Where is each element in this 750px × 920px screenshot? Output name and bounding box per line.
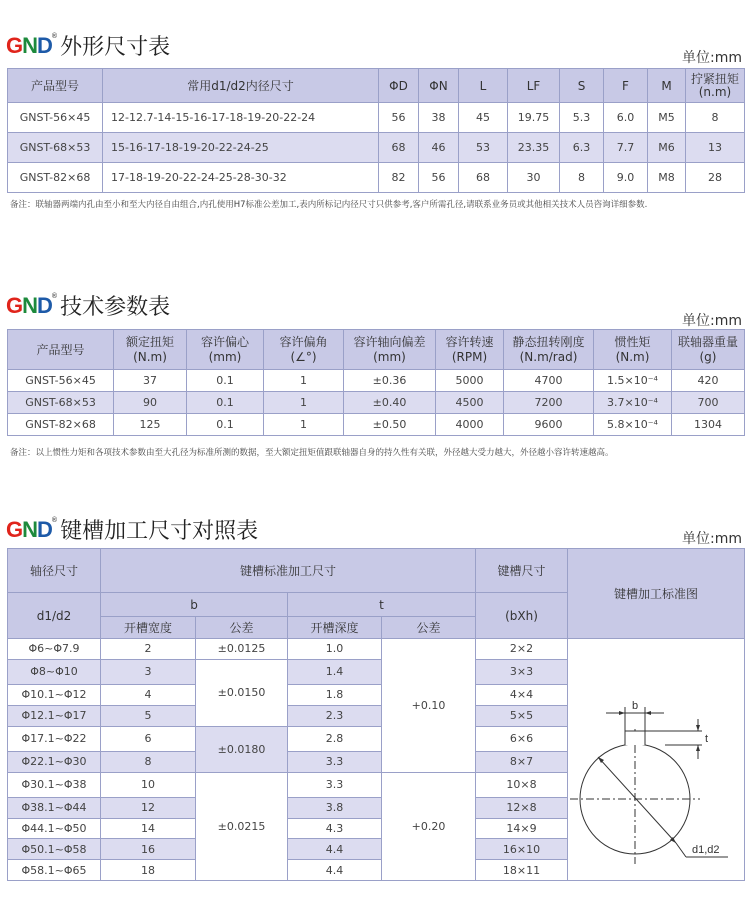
cell: M5 — [648, 103, 686, 133]
t-tolerance: +0.20 — [382, 772, 476, 880]
cell: 10 — [101, 772, 196, 797]
header-model: 产品型号 — [8, 330, 114, 370]
cell: 56 — [379, 103, 419, 133]
cell: 2.8 — [288, 726, 382, 751]
keyway-table — [7, 548, 745, 881]
cell: GNST-82×68 — [8, 414, 114, 436]
section2-note: 备注：以上惯性力矩和各项技术参数由至大孔径为标准所测的数据，至大额定扭矩值跟联轴器自身的持久性有关联，外径越大受力越大，外径越小容许转速越高。 — [10, 448, 614, 458]
cell: 5.3 — [560, 103, 604, 133]
cell: Φ44.1~Φ50 — [8, 818, 101, 839]
cell: 1.0 — [288, 639, 382, 660]
cell: 0.1 — [187, 414, 264, 436]
header-width: 开槽宽度 — [101, 617, 196, 639]
cell: 12×8 — [476, 797, 568, 818]
keyway-header-row-1 — [8, 549, 745, 593]
cell: 19.75 — [508, 103, 560, 133]
t-tolerance: +0.10 — [382, 639, 476, 773]
b-arrow-right — [645, 711, 651, 715]
section1-unit: 单位:mm — [682, 50, 742, 66]
section1-title-text: 外形尺寸表 — [60, 35, 171, 60]
header-eccentric: 容许偏心 (mm) — [187, 330, 264, 370]
section2-title — [6, 290, 170, 321]
cell: 17-18-19-20-22-24-25-28-30-32 — [103, 163, 379, 193]
cell: ±0.36 — [344, 370, 436, 392]
gnd-logo: GND® — [6, 516, 57, 542]
tech-header-row — [8, 330, 745, 370]
header-torque: 拧紧扭矩 (n.m) — [686, 69, 745, 103]
cell: 0.1 — [187, 370, 264, 392]
header-diagram: 键槽加工标准图 — [568, 549, 745, 639]
cell: Φ6~Φ7.9 — [8, 639, 101, 660]
cell: 1.8 — [288, 685, 382, 706]
cell: 3 — [101, 659, 196, 684]
diameter-leader — [676, 843, 686, 857]
cell: 8 — [686, 103, 745, 133]
section3-title-text: 键槽加工尺寸对照表 — [60, 519, 259, 544]
table-row — [8, 639, 745, 660]
cell: 1.5×10⁻⁴ — [594, 370, 672, 392]
cell: GNST-68×53 — [8, 392, 114, 414]
b-tolerance: ±0.0180 — [196, 726, 288, 772]
header-bore: 常用d1/d2内径尺寸 — [103, 69, 379, 103]
cell: ±0.50 — [344, 414, 436, 436]
keyway-diagram-cell — [568, 639, 745, 881]
header-axial: 容许轴向偏差 (mm) — [344, 330, 436, 370]
cell: 8×7 — [476, 751, 568, 772]
header-key: 键槽尺寸 — [476, 549, 568, 593]
b-tolerance: ±0.0125 — [196, 639, 288, 660]
cell: 2×2 — [476, 639, 568, 660]
header-speed: 容许转速 (RPM) — [436, 330, 504, 370]
cell: 8 — [560, 163, 604, 193]
cell: 1 — [264, 392, 344, 414]
dimensions-header-row — [8, 69, 745, 103]
cell: 12-12.7-14-15-16-17-18-19-20-22-24 — [103, 103, 379, 133]
cell: 0.1 — [187, 392, 264, 414]
section2-title-text: 技术参数表 — [60, 295, 171, 320]
cell: 82 — [379, 163, 419, 193]
label-b: b — [632, 700, 639, 712]
cell: Φ30.1~Φ38 — [8, 772, 101, 797]
cell: 6×6 — [476, 726, 568, 751]
header-std: 键槽标准加工尺寸 — [101, 549, 476, 593]
keyway-diagram — [568, 639, 744, 877]
cell: Φ17.1~Φ22 — [8, 726, 101, 751]
table-row — [8, 392, 745, 414]
cell: M6 — [648, 133, 686, 163]
gnd-logo: GND® — [6, 32, 57, 58]
label-d: d1,d2 — [692, 844, 720, 856]
cell: 56 — [419, 163, 459, 193]
cell: 14 — [101, 818, 196, 839]
b-tolerance: ±0.0215 — [196, 772, 288, 880]
cell: 3.3 — [288, 751, 382, 772]
cell: 1 — [264, 370, 344, 392]
cell: 8 — [101, 751, 196, 772]
cell: 3×3 — [476, 659, 568, 684]
cell: 3.3 — [288, 772, 382, 797]
cell: 16 — [101, 839, 196, 860]
section3-unit: 单位:mm — [682, 531, 742, 547]
gnd-logo: GND® — [6, 292, 57, 318]
header-angle: 容许偏角 (∠°) — [264, 330, 344, 370]
cell: GNST-68×53 — [8, 133, 103, 163]
cell: 5 — [101, 705, 196, 726]
cell: 18×11 — [476, 860, 568, 881]
cell: 5000 — [436, 370, 504, 392]
cell: 5×5 — [476, 705, 568, 726]
table-row — [8, 414, 745, 436]
cell: Φ8~Φ10 — [8, 659, 101, 684]
cell: 6.3 — [560, 133, 604, 163]
header-f: F — [604, 69, 648, 103]
cell: 9.0 — [604, 163, 648, 193]
b-arrow-left — [619, 711, 625, 715]
header-tol2: 公差 — [382, 617, 476, 639]
cell: 2.3 — [288, 705, 382, 726]
cell: 3.8 — [288, 797, 382, 818]
section1-note: 备注：联轴器两端内孔由至小和至大内径自由组合,内孔使用H7标准公差加工,表内所标记内径尺寸只供参考,客户所需孔径,请联系业务员或其他相关技术人员咨询详细参数. — [10, 200, 648, 210]
header-l: L — [459, 69, 508, 103]
cell: 30 — [508, 163, 560, 193]
cell: ±0.40 — [344, 392, 436, 414]
header-inertia: 惯性矩 (N.m) — [594, 330, 672, 370]
section2-unit: 单位:mm — [682, 313, 742, 329]
header-od: ΦD — [379, 69, 419, 103]
cell: 7.7 — [604, 133, 648, 163]
cell: M8 — [648, 163, 686, 193]
label-t: t — [705, 733, 709, 745]
cell: 28 — [686, 163, 745, 193]
cell: GNST-56×45 — [8, 370, 114, 392]
header-shaft: 轴径尺寸 — [8, 549, 101, 593]
cell: 37 — [114, 370, 187, 392]
cell: 1304 — [672, 414, 745, 436]
header-d: d1/d2 — [8, 593, 101, 639]
header-weight: 联轴器重量 (g) — [672, 330, 745, 370]
section1-title — [6, 30, 170, 61]
cell: 1.4 — [288, 659, 382, 684]
cell: 46 — [419, 133, 459, 163]
header-b: b — [101, 593, 288, 617]
cell: 4700 — [504, 370, 594, 392]
cell: Φ50.1~Φ58 — [8, 839, 101, 860]
cell: 7200 — [504, 392, 594, 414]
table-row — [8, 133, 745, 163]
cell: 10×8 — [476, 772, 568, 797]
cell: 6 — [101, 726, 196, 751]
t-arrow-bottom — [696, 745, 700, 751]
cell: 14×9 — [476, 818, 568, 839]
t-arrow-top — [696, 725, 700, 731]
header-stiffness: 静态扭转刚度 (N.m/rad) — [504, 330, 594, 370]
header-model: 产品型号 — [8, 69, 103, 103]
cell: 700 — [672, 392, 745, 414]
cell: GNST-82×68 — [8, 163, 103, 193]
cell: 16×10 — [476, 839, 568, 860]
cell: 3.7×10⁻⁴ — [594, 392, 672, 414]
header-on: ΦN — [419, 69, 459, 103]
cell: 4000 — [436, 414, 504, 436]
cell: 12 — [101, 797, 196, 818]
cell: 125 — [114, 414, 187, 436]
header-lf: LF — [508, 69, 560, 103]
cell: 4.4 — [288, 860, 382, 881]
cell: 4×4 — [476, 685, 568, 706]
header-bxh: (bXh) — [476, 593, 568, 639]
cell: 38 — [419, 103, 459, 133]
cell: 1 — [264, 414, 344, 436]
header-depth: 开槽深度 — [288, 617, 382, 639]
cell: 53 — [459, 133, 508, 163]
cell: 4.3 — [288, 818, 382, 839]
cell: 68 — [379, 133, 419, 163]
diameter-line — [598, 757, 676, 843]
header-m: M — [648, 69, 686, 103]
header-tol: 公差 — [196, 617, 288, 639]
header-rated-torque: 额定扭矩 (N.m) — [114, 330, 187, 370]
keyway-slot — [625, 731, 645, 745]
table-row — [8, 163, 745, 193]
dimensions-table — [7, 68, 745, 193]
cell: Φ58.1~Φ65 — [8, 860, 101, 881]
header-s: S — [560, 69, 604, 103]
cell: 2 — [101, 639, 196, 660]
cell: 420 — [672, 370, 745, 392]
cell: 9600 — [504, 414, 594, 436]
cell: 5.8×10⁻⁴ — [594, 414, 672, 436]
cell: Φ38.1~Φ44 — [8, 797, 101, 818]
cell: 4.4 — [288, 839, 382, 860]
cell: 15-16-17-18-19-20-22-24-25 — [103, 133, 379, 163]
table-row — [8, 103, 745, 133]
cell: 18 — [101, 860, 196, 881]
table-row — [8, 370, 745, 392]
cell: 45 — [459, 103, 508, 133]
cell: Φ12.1~Φ17 — [8, 705, 101, 726]
cell: 4500 — [436, 392, 504, 414]
tech-params-table — [7, 329, 745, 436]
cell: 13 — [686, 133, 745, 163]
cell: Φ10.1~Φ12 — [8, 685, 101, 706]
cell: 90 — [114, 392, 187, 414]
cell: Φ22.1~Φ30 — [8, 751, 101, 772]
header-t: t — [288, 593, 476, 617]
cell: GNST-56×45 — [8, 103, 103, 133]
section3-title — [6, 514, 258, 545]
cell: 68 — [459, 163, 508, 193]
cell: 6.0 — [604, 103, 648, 133]
b-tolerance: ±0.0150 — [196, 659, 288, 726]
cell: 23.35 — [508, 133, 560, 163]
cell: 4 — [101, 685, 196, 706]
